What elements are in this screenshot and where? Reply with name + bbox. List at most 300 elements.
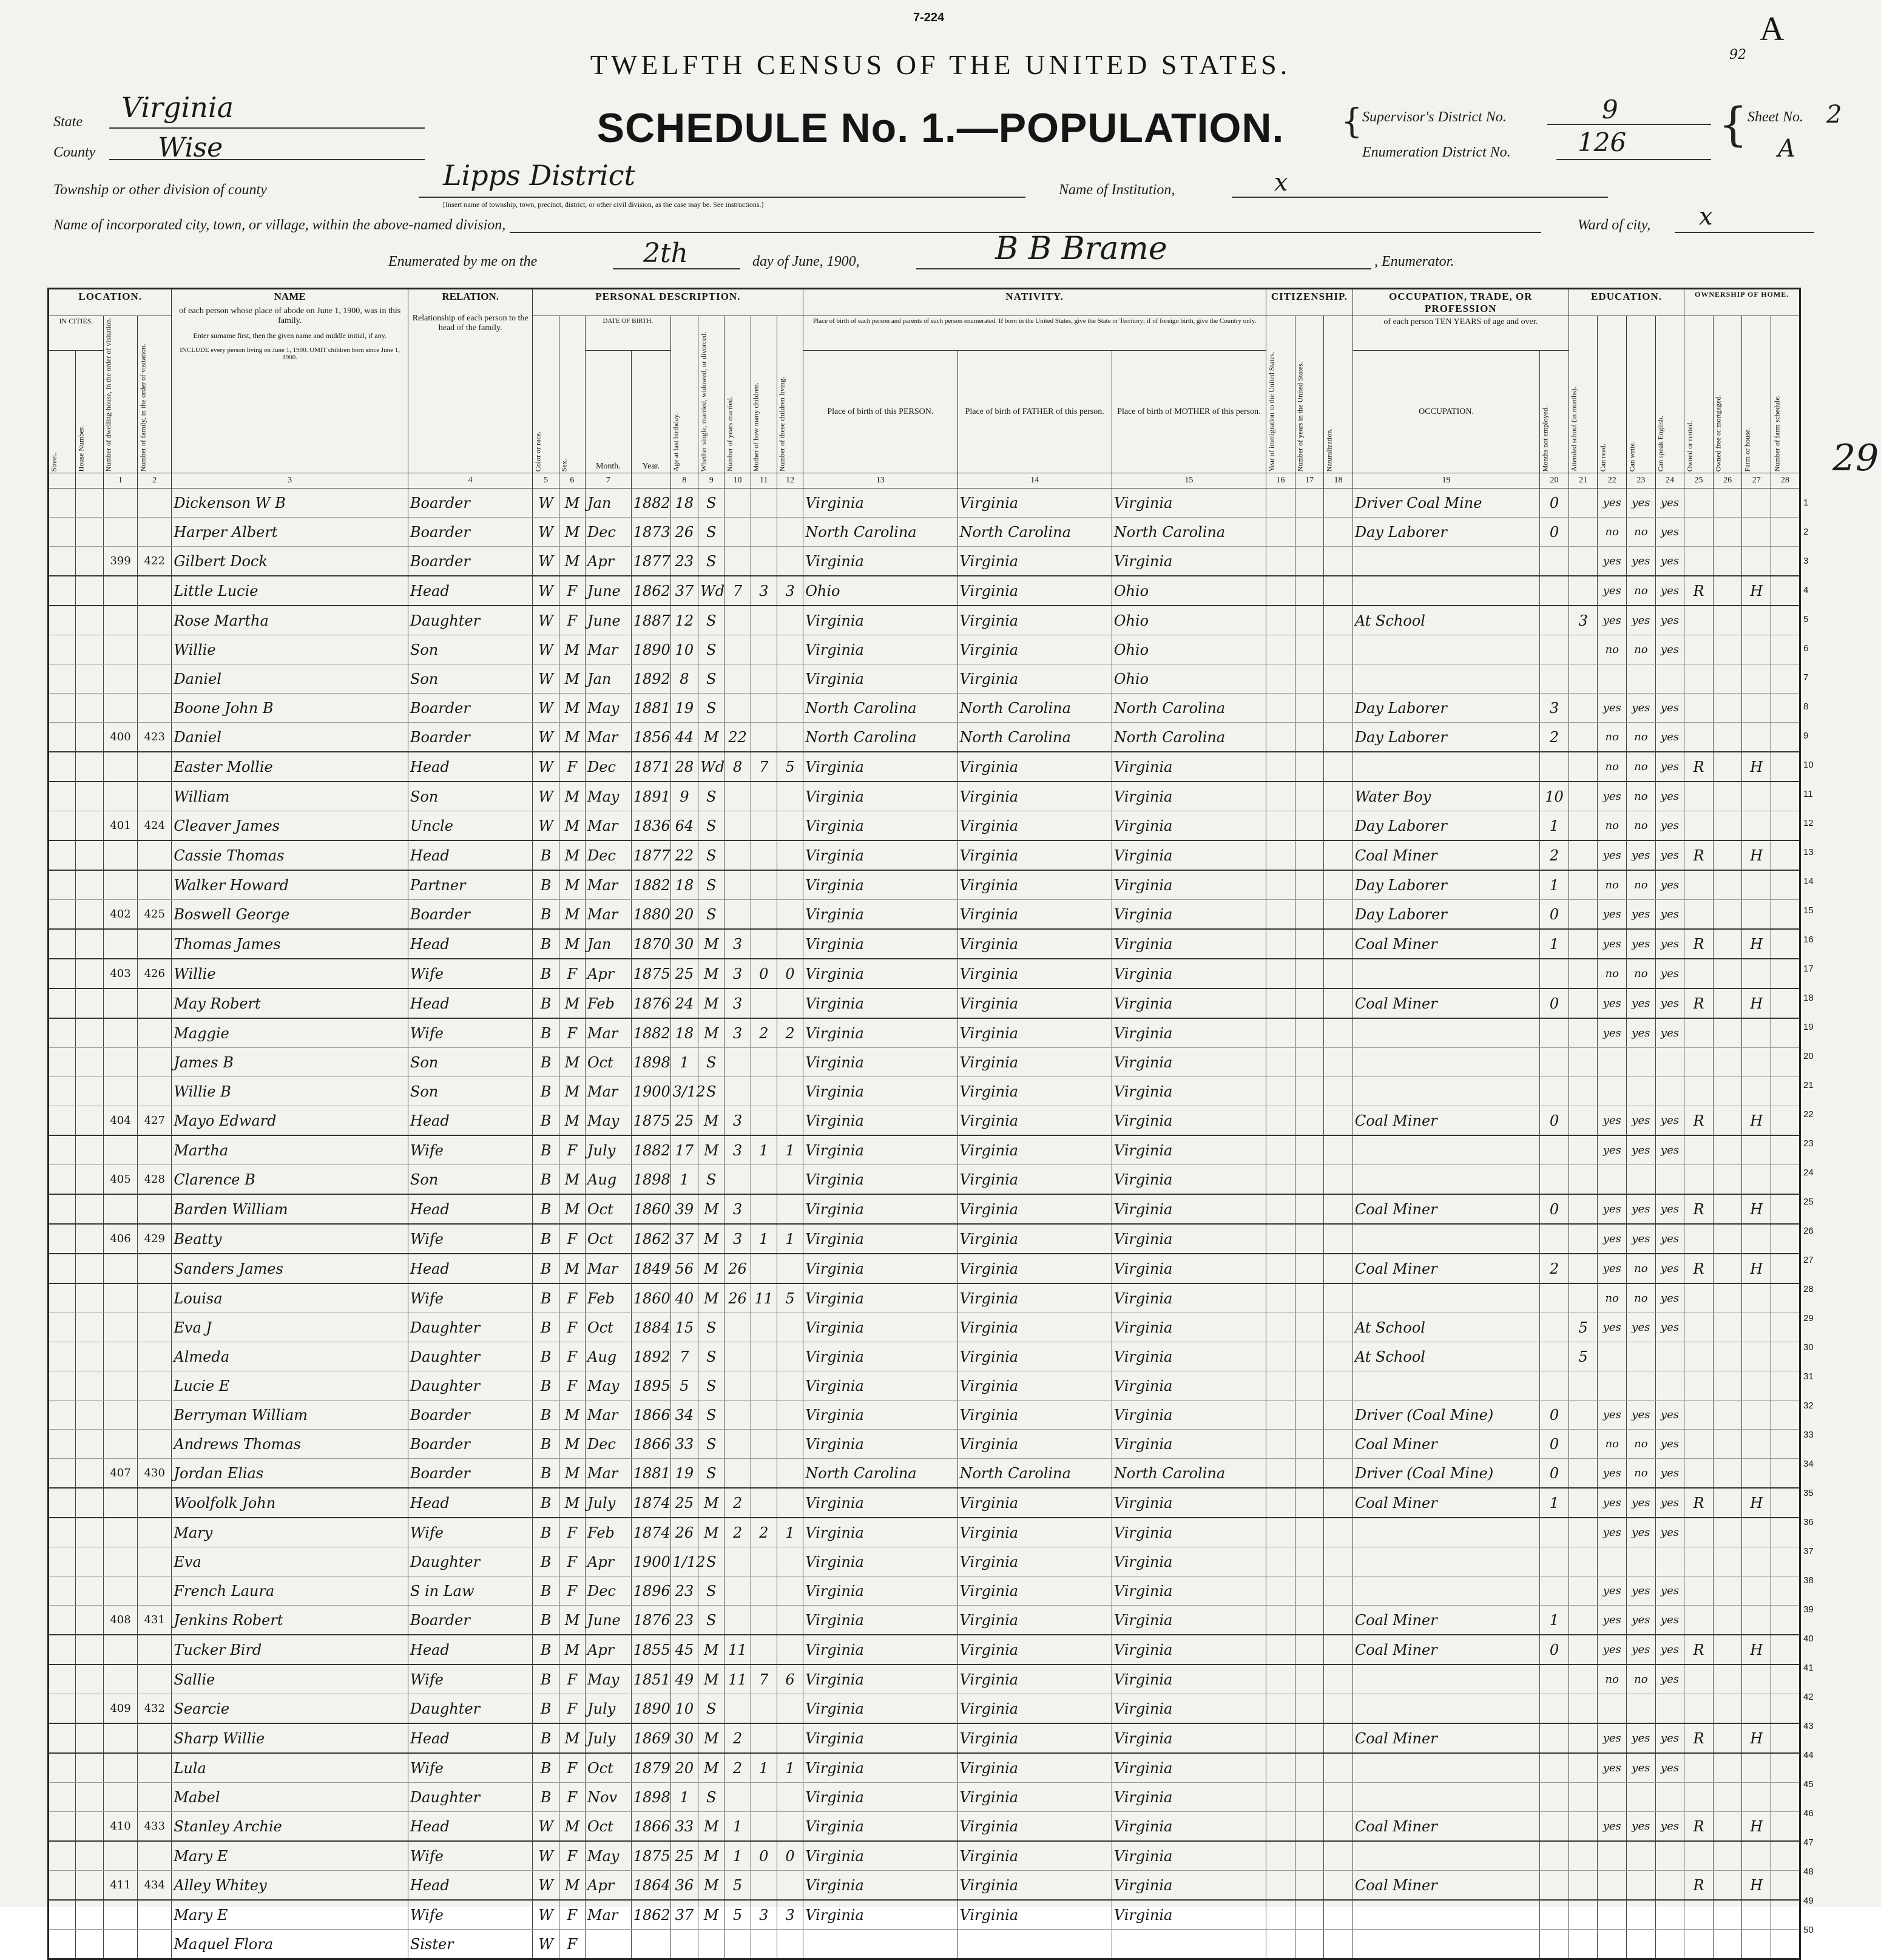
years-in-us-cell: [1295, 1283, 1324, 1313]
naturalization-cell: [1324, 988, 1353, 1018]
column-number: 20: [1540, 473, 1569, 488]
line-number: 20: [1803, 1050, 1814, 1061]
mother-of-cell: 1: [751, 1224, 777, 1254]
name-cell: Berryman William: [172, 1401, 408, 1430]
owned-rented-cell: [1684, 959, 1714, 988]
can-write-cell: yes: [1627, 1224, 1656, 1254]
children-living-cell: [777, 840, 803, 870]
birthplace-father-cell: Virginia: [957, 900, 1112, 930]
mother-of-cell: [751, 988, 777, 1018]
street-cell: [49, 1812, 76, 1842]
dwelling-number-cell: [103, 488, 137, 518]
col-name: NAME: [274, 291, 306, 302]
name-cell: Andrews Thomas: [172, 1430, 408, 1459]
naturalization-cell: [1324, 488, 1353, 518]
birth-year-cell: [631, 1930, 670, 1959]
birth-month-cell: Apr: [586, 959, 632, 988]
months-unemployed-cell: 0: [1540, 1401, 1569, 1430]
table-row: [49, 752, 1800, 782]
can-read-cell: yes: [1598, 547, 1627, 576]
year-immigration-cell: [1266, 1254, 1295, 1283]
birthplace-person-cell: Virginia: [803, 1194, 957, 1224]
name-cell: Walker Howard: [172, 870, 408, 900]
street-cell: [49, 959, 76, 988]
years-in-us-cell: [1295, 1930, 1324, 1959]
year-immigration-cell: [1266, 900, 1295, 930]
age-cell: 28: [670, 752, 698, 782]
naturalization-cell: [1324, 1224, 1353, 1254]
house-number-cell: [76, 1664, 103, 1694]
can-speak-english-cell: yes: [1655, 870, 1684, 900]
birthplace-person-cell: Virginia: [803, 959, 957, 988]
table-row: [49, 782, 1800, 811]
birthplace-person-cell: Virginia: [803, 1254, 957, 1283]
can-speak-english-cell: yes: [1655, 840, 1684, 870]
form-number: 7-224: [913, 11, 945, 24]
can-read-cell: [1598, 1841, 1627, 1871]
name-cell: Woolfolk John: [172, 1488, 408, 1518]
owned-rented-cell: [1684, 1606, 1714, 1635]
months-unemployed-cell: [1540, 959, 1569, 988]
dwelling-number-cell: [103, 1194, 137, 1224]
marital-cell: S: [698, 870, 724, 900]
free-mortgaged-cell: [1713, 929, 1742, 959]
dwelling-number-cell: [103, 518, 137, 547]
mother-of-cell: 1: [751, 1135, 777, 1165]
can-read-cell: no: [1598, 723, 1627, 752]
column-number: 27: [1742, 473, 1771, 488]
birthplace-mother-cell: Virginia: [1112, 1841, 1266, 1871]
children-living-cell: [777, 1606, 803, 1635]
dwelling-number-cell: 409: [103, 1694, 137, 1724]
table-row: [49, 1900, 1800, 1930]
marital-cell: S: [698, 1576, 724, 1606]
birth-month-cell: Dec: [586, 518, 632, 547]
mother-of-cell: [751, 840, 777, 870]
name-cell: Searcie: [172, 1694, 408, 1724]
house-number-cell: [76, 1723, 103, 1753]
table-row: [49, 1459, 1800, 1489]
can-write-cell: [1627, 1165, 1656, 1195]
sex-cell: F: [559, 1900, 585, 1930]
age-cell: 1: [670, 1165, 698, 1195]
months-unemployed-cell: 1: [1540, 811, 1569, 841]
birthplace-person-cell: Virginia: [803, 1401, 957, 1430]
family-number-cell: [138, 1313, 172, 1342]
marital-cell: S: [698, 664, 724, 694]
relation-cell: Head: [408, 1194, 533, 1224]
years-in-us-cell: [1295, 1871, 1324, 1901]
mother-of-cell: [751, 1606, 777, 1635]
can-read-cell: [1598, 1900, 1627, 1930]
age-cell: 22: [670, 840, 698, 870]
street-cell: [49, 840, 76, 870]
farm-schedule-cell: [1771, 1342, 1800, 1371]
column-number: 12: [777, 473, 803, 488]
age-cell: 26: [670, 1518, 698, 1547]
can-read-cell: yes: [1598, 1723, 1627, 1753]
occupation-cell: Driver (Coal Mine): [1352, 1401, 1539, 1430]
can-speak-english-cell: yes: [1655, 1106, 1684, 1136]
years-in-us-cell: [1295, 1518, 1324, 1547]
naturalization-cell: [1324, 1664, 1353, 1694]
birthplace-person-cell: Virginia: [803, 1313, 957, 1342]
year-immigration-cell: [1266, 1812, 1295, 1842]
family-number-cell: 433: [138, 1812, 172, 1842]
birth-month-cell: Apr: [586, 1871, 632, 1901]
birthplace-person-cell: North Carolina: [803, 694, 957, 723]
owned-rented-cell: R: [1684, 988, 1714, 1018]
age-cell: 10: [670, 1694, 698, 1724]
enumerated-day: 2th: [643, 238, 689, 269]
attended-school-cell: [1569, 811, 1598, 841]
dwelling-number-cell: [103, 1488, 137, 1518]
name-cell: Martha: [172, 1135, 408, 1165]
house-number-cell: [76, 1930, 103, 1959]
can-read-cell: [1598, 1077, 1627, 1106]
children-living-cell: 6: [777, 1664, 803, 1694]
naturalization-cell: [1324, 1900, 1353, 1930]
birth-year-cell: 1860: [631, 1283, 670, 1313]
family-number-cell: [138, 1576, 172, 1606]
family-number-cell: [138, 840, 172, 870]
sex-cell: M: [559, 1723, 585, 1753]
farm-schedule-cell: [1771, 1077, 1800, 1106]
family-number-cell: 428: [138, 1165, 172, 1195]
can-speak-english-cell: yes: [1655, 1135, 1684, 1165]
months-unemployed-cell: 0: [1540, 1194, 1569, 1224]
birthplace-person-cell: Virginia: [803, 1518, 957, 1547]
color-cell: B: [533, 1313, 559, 1342]
dwelling-number-cell: [103, 1547, 137, 1576]
sex-cell: M: [559, 1430, 585, 1459]
naturalization-cell: [1324, 1606, 1353, 1635]
street-cell: [49, 1224, 76, 1254]
children-living-cell: 3: [777, 1900, 803, 1930]
can-speak-english-cell: yes: [1655, 1194, 1684, 1224]
house-number-cell: [76, 988, 103, 1018]
year-immigration-cell: [1266, 1430, 1295, 1459]
can-write-cell: yes: [1627, 1313, 1656, 1342]
birthplace-mother-cell: Virginia: [1112, 1694, 1266, 1724]
years-in-us-cell: [1295, 1313, 1324, 1342]
occupation-cell: Day Laborer: [1352, 723, 1539, 752]
can-write-cell: [1627, 1342, 1656, 1371]
months-unemployed-cell: 1: [1540, 1606, 1569, 1635]
birthplace-mother-cell: Virginia: [1112, 1224, 1266, 1254]
color-cell: W: [533, 752, 559, 782]
family-number-cell: [138, 1135, 172, 1165]
marital-cell: M: [698, 1664, 724, 1694]
table-row: [49, 1812, 1800, 1842]
can-speak-english-cell: [1655, 1048, 1684, 1077]
farm-schedule-cell: [1771, 1518, 1800, 1547]
naturalization-cell: [1324, 1871, 1353, 1901]
years-in-us-cell: [1295, 1194, 1324, 1224]
sex-cell: M: [559, 1488, 585, 1518]
can-read-cell: yes: [1598, 1224, 1627, 1254]
table-row: [49, 1165, 1800, 1195]
relation-cell: Wife: [408, 1018, 533, 1048]
birth-month-cell: Oct: [586, 1194, 632, 1224]
can-read-cell: yes: [1598, 1106, 1627, 1136]
year-immigration-cell: [1266, 723, 1295, 752]
street-cell: [49, 1342, 76, 1371]
can-read-cell: yes: [1598, 1018, 1627, 1048]
population-schedule-table: [47, 288, 1801, 1960]
birthplace-mother-cell: Virginia: [1112, 1283, 1266, 1313]
schedule-title: SCHEDULE No. 1.—POPULATION.: [596, 105, 1285, 151]
birthplace-person-cell: Virginia: [803, 782, 957, 811]
enumerator-name: B B Brame: [995, 231, 1167, 267]
relation-cell: Son: [408, 1165, 533, 1195]
free-mortgaged-cell: [1713, 1194, 1742, 1224]
street-cell: [49, 488, 76, 518]
house-number-cell: [76, 1224, 103, 1254]
children-living-cell: [777, 929, 803, 959]
column-number: 28: [1771, 473, 1800, 488]
can-read-cell: yes: [1598, 1606, 1627, 1635]
years-married-cell: [724, 840, 751, 870]
attended-school-cell: [1569, 752, 1598, 782]
naturalization-cell: [1324, 752, 1353, 782]
naturalization-cell: [1324, 1254, 1353, 1283]
marital-cell: M: [698, 1635, 724, 1664]
table-row: [49, 547, 1800, 576]
can-speak-english-cell: yes: [1655, 1753, 1684, 1783]
owned-rented-cell: R: [1684, 840, 1714, 870]
col-month: Month.: [586, 351, 632, 473]
birth-year-cell: 1900: [631, 1547, 670, 1576]
column-number: 22: [1598, 473, 1627, 488]
birth-year-cell: 1882: [631, 870, 670, 900]
marital-cell: Wd: [698, 752, 724, 782]
years-married-cell: 3: [724, 988, 751, 1018]
months-unemployed-cell: [1540, 1165, 1569, 1195]
months-unemployed-cell: [1540, 1135, 1569, 1165]
attended-school-cell: [1569, 1459, 1598, 1489]
attended-school-cell: [1569, 664, 1598, 694]
months-unemployed-cell: 0: [1540, 1106, 1569, 1136]
name-cell: French Laura: [172, 1576, 408, 1606]
enumerator-label: , Enumerator.: [1374, 254, 1454, 269]
can-write-cell: no: [1627, 959, 1656, 988]
farm-house-cell: H: [1742, 1812, 1771, 1842]
children-living-cell: [777, 811, 803, 841]
owned-rented-cell: R: [1684, 1194, 1714, 1224]
birth-year-cell: 1873: [631, 518, 670, 547]
attended-school-cell: [1569, 1194, 1598, 1224]
relation-cell: Sister: [408, 1930, 533, 1959]
owned-rented-cell: [1684, 1664, 1714, 1694]
year-immigration-cell: [1266, 870, 1295, 900]
years-married-cell: 1: [724, 1841, 751, 1871]
years-married-cell: [724, 1430, 751, 1459]
birth-year-cell: 1884: [631, 1313, 670, 1342]
dwelling-number-cell: 411: [103, 1871, 137, 1901]
col-relation: RELATION.: [442, 291, 499, 302]
birthplace-person-cell: Virginia: [803, 1488, 957, 1518]
can-speak-english-cell: yes: [1655, 1283, 1684, 1313]
can-read-cell: yes: [1598, 1459, 1627, 1489]
can-read-cell: yes: [1598, 1401, 1627, 1430]
col-street: Street.: [49, 351, 76, 473]
farm-house-cell: [1742, 1664, 1771, 1694]
owned-rented-cell: [1684, 1401, 1714, 1430]
mother-of-cell: [751, 606, 777, 635]
birthplace-person-cell: Virginia: [803, 488, 957, 518]
sheet-letter: A: [1760, 10, 1785, 48]
age-cell: 37: [670, 1224, 698, 1254]
attended-school-cell: [1569, 988, 1598, 1018]
farm-schedule-cell: [1771, 1723, 1800, 1753]
owned-rented-cell: [1684, 782, 1714, 811]
can-write-cell: yes: [1627, 900, 1656, 930]
birth-year-cell: 1892: [631, 664, 670, 694]
year-immigration-cell: [1266, 576, 1295, 606]
birthplace-father-cell: Virginia: [957, 1106, 1112, 1136]
owned-rented-cell: R: [1684, 929, 1714, 959]
birth-month-cell: Mar: [586, 900, 632, 930]
months-unemployed-cell: [1540, 1371, 1569, 1401]
attended-school-cell: [1569, 547, 1598, 576]
owned-rented-cell: [1684, 900, 1714, 930]
year-immigration-cell: [1266, 1313, 1295, 1342]
mother-of-cell: [751, 782, 777, 811]
family-number-cell: [138, 782, 172, 811]
occupation-cell: Day Laborer: [1352, 870, 1539, 900]
birthplace-mother-cell: Virginia: [1112, 1313, 1266, 1342]
age-cell: 36: [670, 1871, 698, 1901]
street-cell: [49, 1165, 76, 1195]
age-cell: 25: [670, 959, 698, 988]
naturalization-cell: [1324, 1342, 1353, 1371]
years-married-cell: 2: [724, 1518, 751, 1547]
can-write-cell: [1627, 1930, 1656, 1959]
col-children-living: Number of these children living.: [777, 316, 803, 473]
line-number: 26: [1803, 1225, 1814, 1236]
dwelling-number-cell: [103, 752, 137, 782]
age-cell: 49: [670, 1664, 698, 1694]
birthplace-mother-cell: Virginia: [1112, 1018, 1266, 1048]
dwelling-number-cell: [103, 988, 137, 1018]
color-cell: W: [533, 664, 559, 694]
farm-schedule-cell: [1771, 1930, 1800, 1959]
sex-cell: M: [559, 1812, 585, 1842]
marital-cell: Wd: [698, 576, 724, 606]
free-mortgaged-cell: [1713, 988, 1742, 1018]
can-write-cell: no: [1627, 752, 1656, 782]
dwelling-number-cell: [103, 929, 137, 959]
name-cell: Mary E: [172, 1900, 408, 1930]
owned-rented-cell: [1684, 1576, 1714, 1606]
free-mortgaged-cell: [1713, 1135, 1742, 1165]
color-cell: B: [533, 1401, 559, 1430]
can-speak-english-cell: yes: [1655, 1488, 1684, 1518]
family-number-cell: [138, 1723, 172, 1753]
line-number: 4: [1803, 584, 1809, 595]
farm-schedule-cell: [1771, 1283, 1800, 1313]
color-cell: B: [533, 870, 559, 900]
family-number-cell: [138, 1547, 172, 1576]
can-write-cell: [1627, 1077, 1656, 1106]
farm-house-cell: [1742, 1165, 1771, 1195]
mother-of-cell: 2: [751, 1018, 777, 1048]
birth-year-cell: 1898: [631, 1783, 670, 1812]
farm-house-cell: [1742, 635, 1771, 664]
family-number-cell: 426: [138, 959, 172, 988]
birth-month-cell: Nov: [586, 1783, 632, 1812]
birthplace-person-cell: Virginia: [803, 1342, 957, 1371]
owned-rented-cell: [1684, 664, 1714, 694]
line-number: 47: [1803, 1837, 1814, 1848]
dwelling-number-cell: [103, 635, 137, 664]
year-immigration-cell: [1266, 1165, 1295, 1195]
naturalization-cell: [1324, 1283, 1353, 1313]
family-number-cell: [138, 988, 172, 1018]
can-read-cell: no: [1598, 1430, 1627, 1459]
relation-cell: Daughter: [408, 1313, 533, 1342]
birth-month-cell: June: [586, 1606, 632, 1635]
years-in-us-cell: [1295, 606, 1324, 635]
house-number-cell: [76, 1812, 103, 1842]
birthplace-father-cell: Virginia: [957, 488, 1112, 518]
months-unemployed-cell: [1540, 1342, 1569, 1371]
naturalization-cell: [1324, 547, 1353, 576]
months-unemployed-cell: [1540, 1753, 1569, 1783]
birthplace-father-cell: Virginia: [957, 635, 1112, 664]
farm-house-cell: [1742, 1342, 1771, 1371]
relation-cell: Daughter: [408, 606, 533, 635]
owned-rented-cell: [1684, 1135, 1714, 1165]
birth-year-cell: 1890: [631, 635, 670, 664]
sex-cell: M: [559, 1635, 585, 1664]
can-read-cell: [1598, 1783, 1627, 1812]
color-cell: B: [533, 1635, 559, 1664]
sex-cell: F: [559, 752, 585, 782]
children-living-cell: [777, 1547, 803, 1576]
mother-of-cell: [751, 929, 777, 959]
birthplace-person-cell: Virginia: [803, 1224, 957, 1254]
name-cell: Mabel: [172, 1783, 408, 1812]
marital-cell: M: [698, 1812, 724, 1842]
children-living-cell: [777, 1459, 803, 1489]
farm-house-cell: H: [1742, 576, 1771, 606]
owned-rented-cell: [1684, 1224, 1714, 1254]
farm-house-cell: [1742, 1401, 1771, 1430]
year-immigration-cell: [1266, 1930, 1295, 1959]
months-unemployed-cell: [1540, 1283, 1569, 1313]
farm-house-cell: [1742, 1606, 1771, 1635]
birth-month-cell: Dec: [586, 840, 632, 870]
years-married-cell: 3: [724, 1018, 751, 1048]
col-name-include: INCLUDE every person living on June 1, 1900. OMIT children born since June 1, 1900.: [180, 346, 400, 362]
years-in-us-cell: [1295, 1459, 1324, 1489]
attended-school-cell: [1569, 1723, 1598, 1753]
family-number-cell: [138, 606, 172, 635]
birthplace-father-cell: Virginia: [957, 870, 1112, 900]
family-number-cell: [138, 752, 172, 782]
birthplace-father-cell: Virginia: [957, 1783, 1112, 1812]
naturalization-cell: [1324, 1459, 1353, 1489]
col-birth-mother: Place of birth of MOTHER of this person.: [1112, 351, 1266, 473]
dwelling-number-cell: [103, 1518, 137, 1547]
naturalization-cell: [1324, 1106, 1353, 1136]
table-row: [49, 664, 1800, 694]
farm-schedule-cell: [1771, 1401, 1800, 1430]
col-months-unemployed: Months not employed.: [1540, 351, 1569, 473]
birthplace-mother-cell: North Carolina: [1112, 694, 1266, 723]
